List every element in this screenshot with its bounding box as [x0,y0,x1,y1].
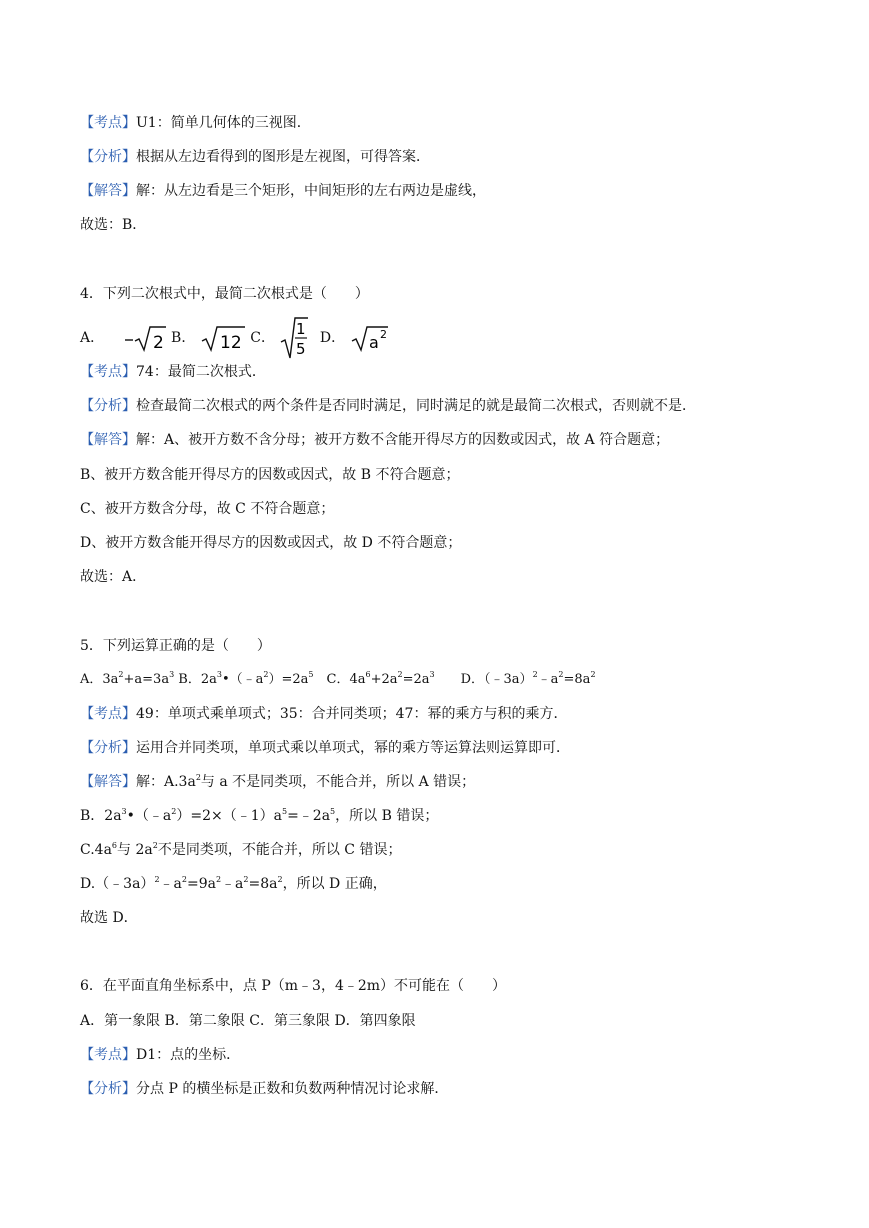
q6-stem: 6．在平面直角坐标系中，点 P（m﹣3，4﹣2m）不可能在（ ） [80,978,507,994]
q4-opt-a-expr [123,324,167,352]
q4-opt-c-label: C． [250,330,275,346]
q4-opt-d-label: D． [319,330,346,346]
root-b-text: 12 [219,333,242,352]
sqrt-12-icon [200,324,246,352]
q4-opt-b-expr [200,324,246,352]
sqrt-a2-icon [350,324,390,352]
jieda-tag: 【解答】 [80,183,136,199]
q4-opt-d-expr [350,324,390,352]
q4-kaodian-text: 74：最简二次根式． [136,364,266,380]
kaodian-tag: 【考点】 [80,115,136,131]
q5-line-d: $D.(﹣3a)^2﹣a^2=9a^2﹣a^2=8a^2$，所以 D 正确， [80,875,387,892]
q3-jieda [80,181,486,201]
q4-opt-c-expr [279,316,309,360]
q5-line-c: $C.4a^6$与 $2a^2$不是同类项，不能合并，所以 C 错误； [80,841,402,858]
jieda-tag: 【解答】 [80,774,136,790]
q4-kaodian [80,362,266,382]
root-a-text: 2 [152,333,164,352]
q4-fenxi [80,396,696,416]
q3-jieda-text: 解：从左边看是三个矩形，中间矩形的左右两边是虚线， [136,183,486,199]
fenxi-tag: 【分析】 [80,149,136,165]
q4-line-b: B、被开方数含能开得尽方的因数或因式，故 B 不符合题意； [80,467,460,483]
q5-jieda: 【解答】解：$A.3a^2$与 a 不是同类项，不能合并，所以 A 错误； [80,773,476,790]
q4-stem: 4．下列二次根式中，最简二次根式是（ ） [80,286,369,302]
fenxi-tag: 【分析】 [80,740,136,756]
q5-line-b: B．$2a^3•(﹣a^2)=2\times(﹣1)a^5=﹣2a^5$，所以 B 错误； [80,807,439,824]
q5-answer: 故选 D． [80,910,138,926]
q3-kaodian [80,113,311,133]
q4-options [80,316,390,356]
q6-kaodian-text: D1：点的坐标． [136,1047,241,1063]
q4-jieda [80,430,669,450]
q6-kaodian [80,1045,240,1065]
q4-line-c: C、被开方数含分母，故 C 不符合题意； [80,501,335,517]
q3-fenxi [80,147,430,167]
jieda-tag: 【解答】 [80,432,136,448]
q4-jieda-text: 解：A、被开方数不含分母；被开方数不含能开得尽方的因数或因式，故 A 符合题意； [136,432,670,448]
kaodian-tag: 【考点】 [80,364,136,380]
q4-opt-b-label: B． [171,330,196,346]
root-d-exp: 2 [379,328,387,341]
fenxi-tag: 【分析】 [80,398,136,414]
q5-fenxi-text: 运用合并同类项，单项式乘以单项式，幂的乘方等运算法则运算即可． [136,740,570,756]
q5-stem: 5．下列运算正确的是（ ） [80,638,271,654]
q5-kaodian-text: 49：单项式乘单项式；35：合并同类项；47：幂的乘方与积的乘方． [136,706,568,722]
q5-options: A．$3a^2+a=3a^3$ B．$2a^3•(﹣a^2)=2a^5$ C．$4a^6+2a^2=2a^3$ D．$(﹣3a)^2﹣a^2=8a^2$ [80,670,596,687]
q6-options: A．第一象限 B．第二象限 C．第三象限 D．第四象限 [80,1013,416,1029]
kaodian-tag: 【考点】 [80,1047,136,1063]
q4-fenxi-text: 检查最简二次根式的两个条件是否同时满足，同时满足的就是最简二次根式，否则就不是． [136,398,696,414]
root-c-den: 5 [296,340,306,358]
q5-kaodian [80,704,567,724]
kaodian-tag: 【考点】 [80,706,136,722]
q4-answer: 故选：A． [80,569,147,585]
root-c-num: 1 [296,320,306,338]
root-d-text: a [368,333,379,352]
q4-line-d: D、被开方数含能开得尽方的因数或因式，故 D 不符合题意； [80,535,462,551]
q6-fenxi-text: 分点 P 的横坐标是正数和负数两种情况讨论求解． [136,1081,449,1097]
q4-opt-a-label: A． [80,330,105,346]
q3-answer: 故选：B． [80,217,147,233]
q5-fenxi [80,738,570,758]
sqrt-2-icon [123,324,167,352]
q6-fenxi [80,1079,448,1099]
sqrt-frac-icon [279,316,309,360]
fenxi-tag: 【分析】 [80,1081,136,1097]
q3-kaodian-text: U1：简单几何体的三视图． [136,115,311,131]
q3-fenxi-text: 根据从左边看得到的图形是左视图，可得答案． [136,149,430,165]
